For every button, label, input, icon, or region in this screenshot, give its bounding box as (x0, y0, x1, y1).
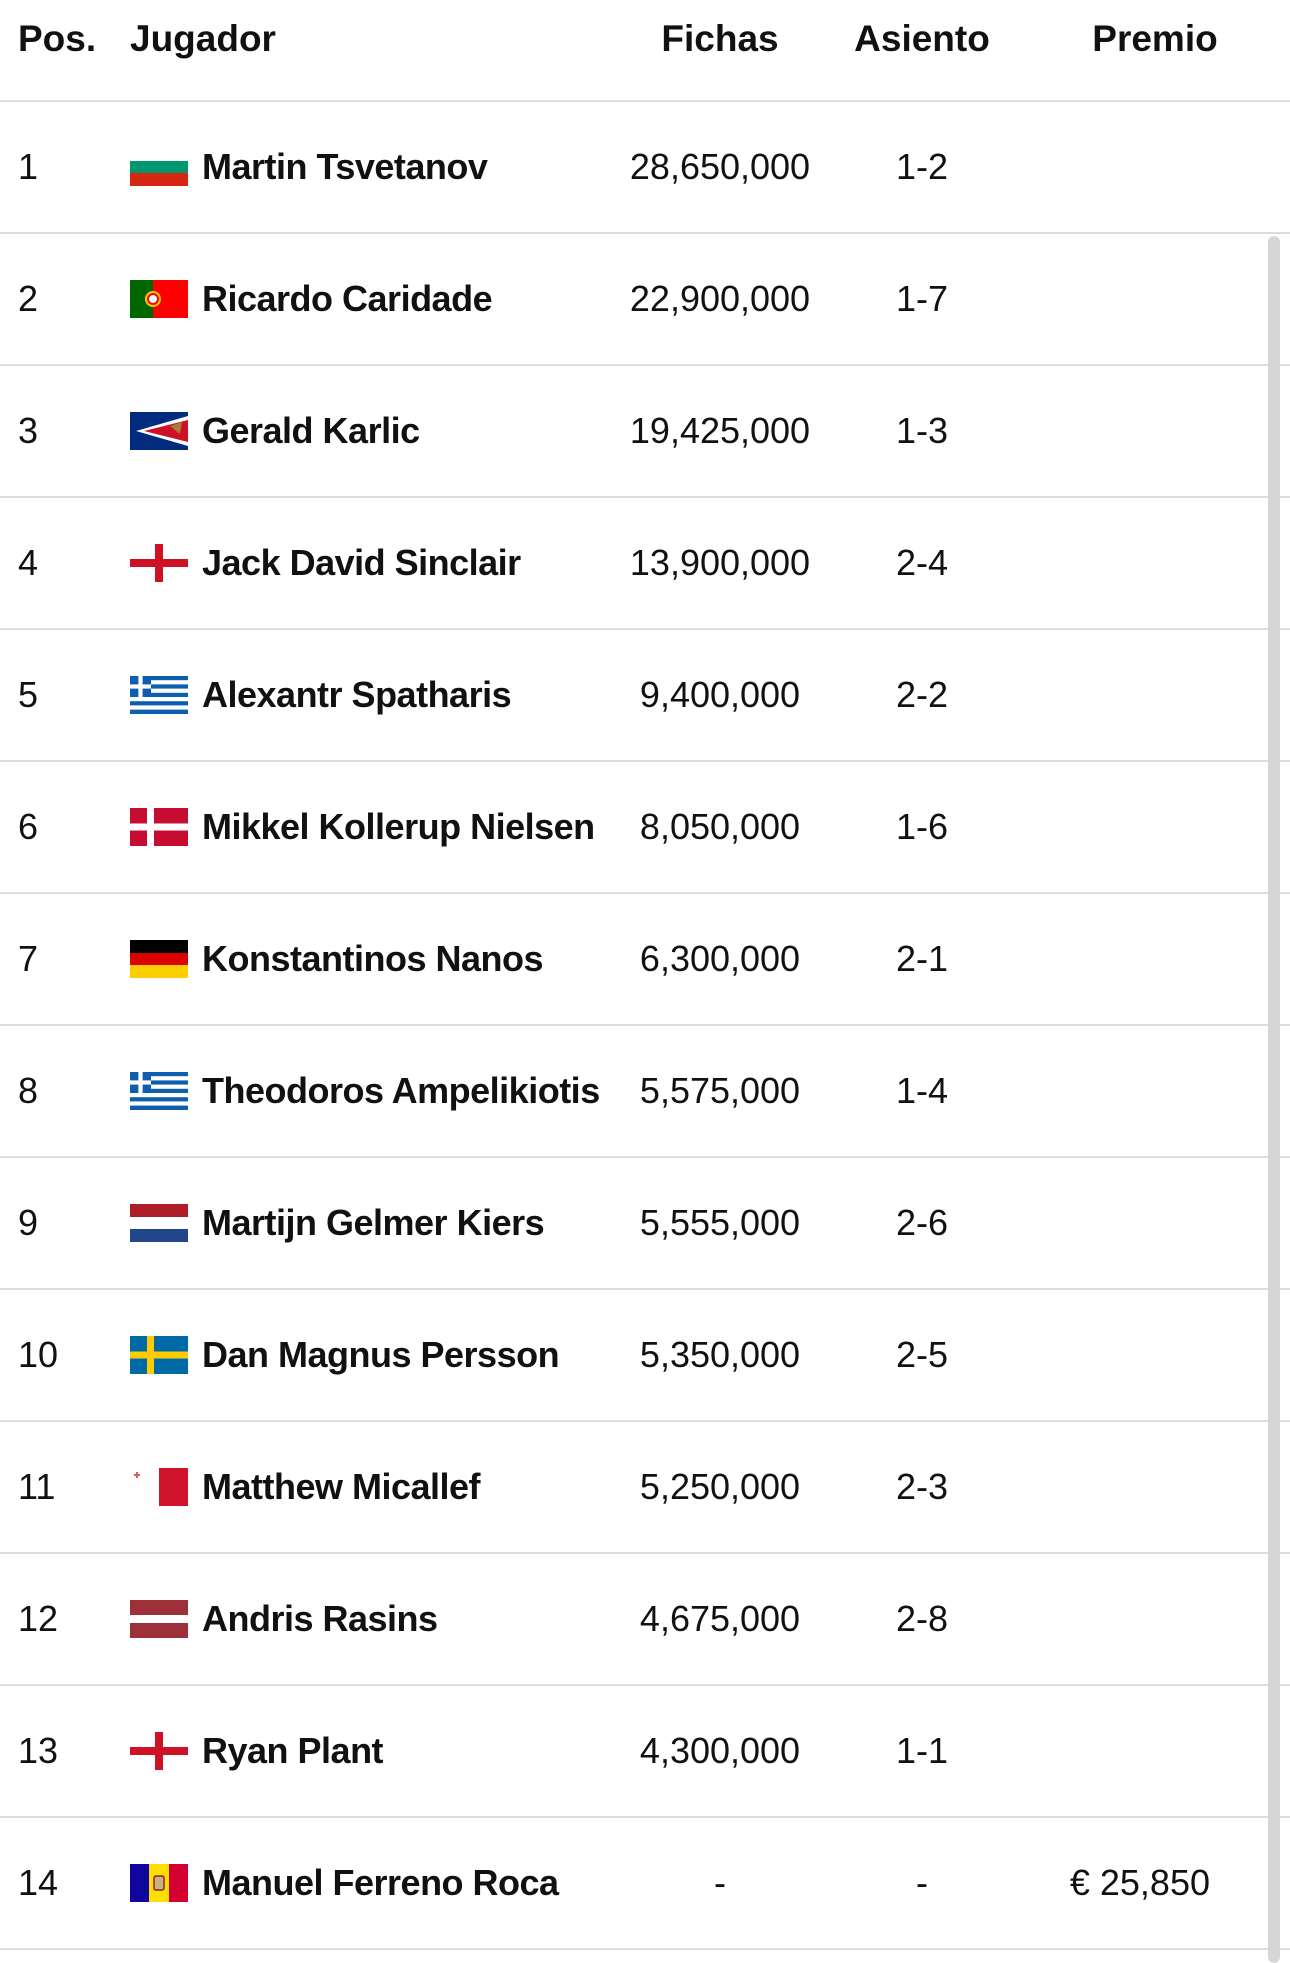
row-seat: 1-2 (895, 146, 949, 187)
row-chips: 13,900,000 (629, 542, 811, 583)
row-pos: 4 (18, 542, 39, 583)
table-row[interactable] (0, 630, 1290, 762)
row-prize (1050, 1158, 1210, 1288)
row-player-name[interactable]: Manuel Ferreno Roca (202, 1862, 559, 1903)
row-prize (1050, 630, 1210, 760)
row-player-name[interactable]: Jack David Sinclair (202, 542, 521, 583)
row-chips: 5,555,000 (639, 1202, 801, 1243)
header-seat: Asiento (854, 18, 990, 59)
row-chips: 5,350,000 (639, 1334, 801, 1375)
row-pos: 11 (18, 1466, 56, 1507)
row-seat: 2-4 (895, 542, 949, 583)
american-samoa-flag-icon (130, 412, 188, 450)
row-chips: 4,300,000 (639, 1730, 801, 1771)
england-flag-icon (130, 544, 188, 582)
header-pos: Pos. (18, 18, 97, 59)
row-seat: 2-8 (895, 1598, 949, 1639)
row-seat: - (916, 1862, 928, 1903)
table-row[interactable] (0, 1290, 1290, 1422)
table-row[interactable] (0, 1554, 1290, 1686)
malta-flag-icon (130, 1468, 188, 1506)
table-row[interactable] (0, 762, 1290, 894)
latvia-flag-icon (130, 1600, 188, 1638)
netherlands-flag-icon (130, 1204, 188, 1242)
row-player-name[interactable]: Martijn Gelmer Kiers (202, 1202, 545, 1243)
germany-flag-icon (130, 940, 188, 978)
row-pos: 1 (18, 146, 39, 187)
row-player-name[interactable]: Andris Rasins (202, 1598, 438, 1639)
row-chips: 9,400,000 (639, 674, 801, 715)
table-row[interactable] (0, 498, 1290, 630)
row-prize (1050, 498, 1210, 628)
row-seat: 2-2 (895, 674, 949, 715)
row-prize (1050, 1026, 1210, 1156)
header-player: Jugador (130, 18, 276, 59)
row-pos: 7 (18, 938, 39, 979)
row-chips: 22,900,000 (629, 278, 811, 319)
greece-flag-icon (130, 1072, 188, 1110)
row-pos: 13 (18, 1730, 59, 1771)
table-header (0, 0, 1290, 102)
table-row[interactable] (0, 366, 1290, 498)
sweden-flag-icon (130, 1336, 188, 1374)
row-pos: 9 (18, 1202, 39, 1243)
portugal-flag-icon (130, 280, 188, 318)
row-prize (1050, 1422, 1210, 1552)
row-pos: 14 (18, 1862, 59, 1903)
denmark-flag-icon (130, 808, 188, 846)
row-pos: 5 (18, 674, 39, 715)
row-seat: 1-3 (895, 410, 949, 451)
row-prize (1050, 234, 1210, 364)
row-chips: 28,650,000 (629, 146, 811, 187)
row-pos: 6 (18, 806, 39, 847)
table-row[interactable] (0, 1026, 1290, 1158)
row-player-name[interactable]: Theodoros Ampelikiotis (202, 1070, 600, 1111)
row-player-name[interactable]: Dan Magnus Persson (202, 1334, 560, 1375)
row-pos: 12 (18, 1598, 59, 1639)
row-chips: 5,250,000 (639, 1466, 801, 1507)
table-row[interactable] (0, 894, 1290, 1026)
andorra-flag-icon (130, 1864, 188, 1902)
row-prize: € 25,850 (1069, 1862, 1210, 1903)
row-prize (1050, 1554, 1210, 1684)
table-row[interactable] (0, 1686, 1290, 1818)
header-prize: Premio (1092, 18, 1218, 59)
row-player-name[interactable]: Gerald Karlic (202, 410, 420, 451)
row-seat: 2-1 (895, 938, 949, 979)
row-pos: 10 (18, 1334, 59, 1375)
scrollbar[interactable] (1268, 236, 1280, 1963)
row-seat: 1-6 (895, 806, 949, 847)
row-player-name[interactable]: Matthew Micallef (202, 1466, 481, 1507)
table-row[interactable] (0, 1158, 1290, 1290)
row-chips: 19,425,000 (629, 410, 811, 451)
england-flag-icon (130, 1732, 188, 1770)
row-prize (1050, 1686, 1210, 1816)
row-chips: - (714, 1862, 726, 1903)
row-prize (1050, 366, 1210, 496)
table-row[interactable] (0, 234, 1290, 366)
row-player-name[interactable]: Martin Tsvetanov (202, 146, 488, 187)
row-seat: 2-5 (895, 1334, 949, 1375)
table-row[interactable] (0, 102, 1290, 234)
bulgaria-flag-icon (130, 148, 188, 186)
row-player-name[interactable]: Konstantinos Nanos (202, 938, 544, 979)
row-chips: 5,575,000 (639, 1070, 801, 1111)
row-prize (1050, 102, 1210, 232)
row-seat: 1-1 (895, 1730, 949, 1771)
greece-flag-icon (130, 676, 188, 714)
row-prize (1050, 762, 1210, 892)
row-pos: 8 (18, 1070, 39, 1111)
row-player-name[interactable]: Mikkel Kollerup Nielsen (202, 806, 595, 847)
row-prize (1050, 894, 1210, 1024)
row-pos: 2 (18, 278, 39, 319)
header-chips: Fichas (661, 18, 779, 59)
row-player-name[interactable]: Ryan Plant (202, 1730, 384, 1771)
table-row[interactable] (0, 1818, 1290, 1950)
row-seat: 2-3 (895, 1466, 949, 1507)
row-seat: 1-4 (895, 1070, 949, 1111)
row-chips: 6,300,000 (639, 938, 801, 979)
row-seat: 2-6 (895, 1202, 949, 1243)
row-player-name[interactable]: Alexantr Spatharis (202, 674, 512, 715)
table-row[interactable] (0, 1422, 1290, 1554)
row-seat: 1-7 (895, 278, 949, 319)
row-player-name[interactable]: Ricardo Caridade (202, 278, 493, 319)
row-pos: 3 (18, 410, 39, 451)
row-chips: 4,675,000 (639, 1598, 801, 1639)
table-body (0, 102, 1290, 1950)
row-prize (1050, 1290, 1210, 1420)
row-chips: 8,050,000 (639, 806, 801, 847)
